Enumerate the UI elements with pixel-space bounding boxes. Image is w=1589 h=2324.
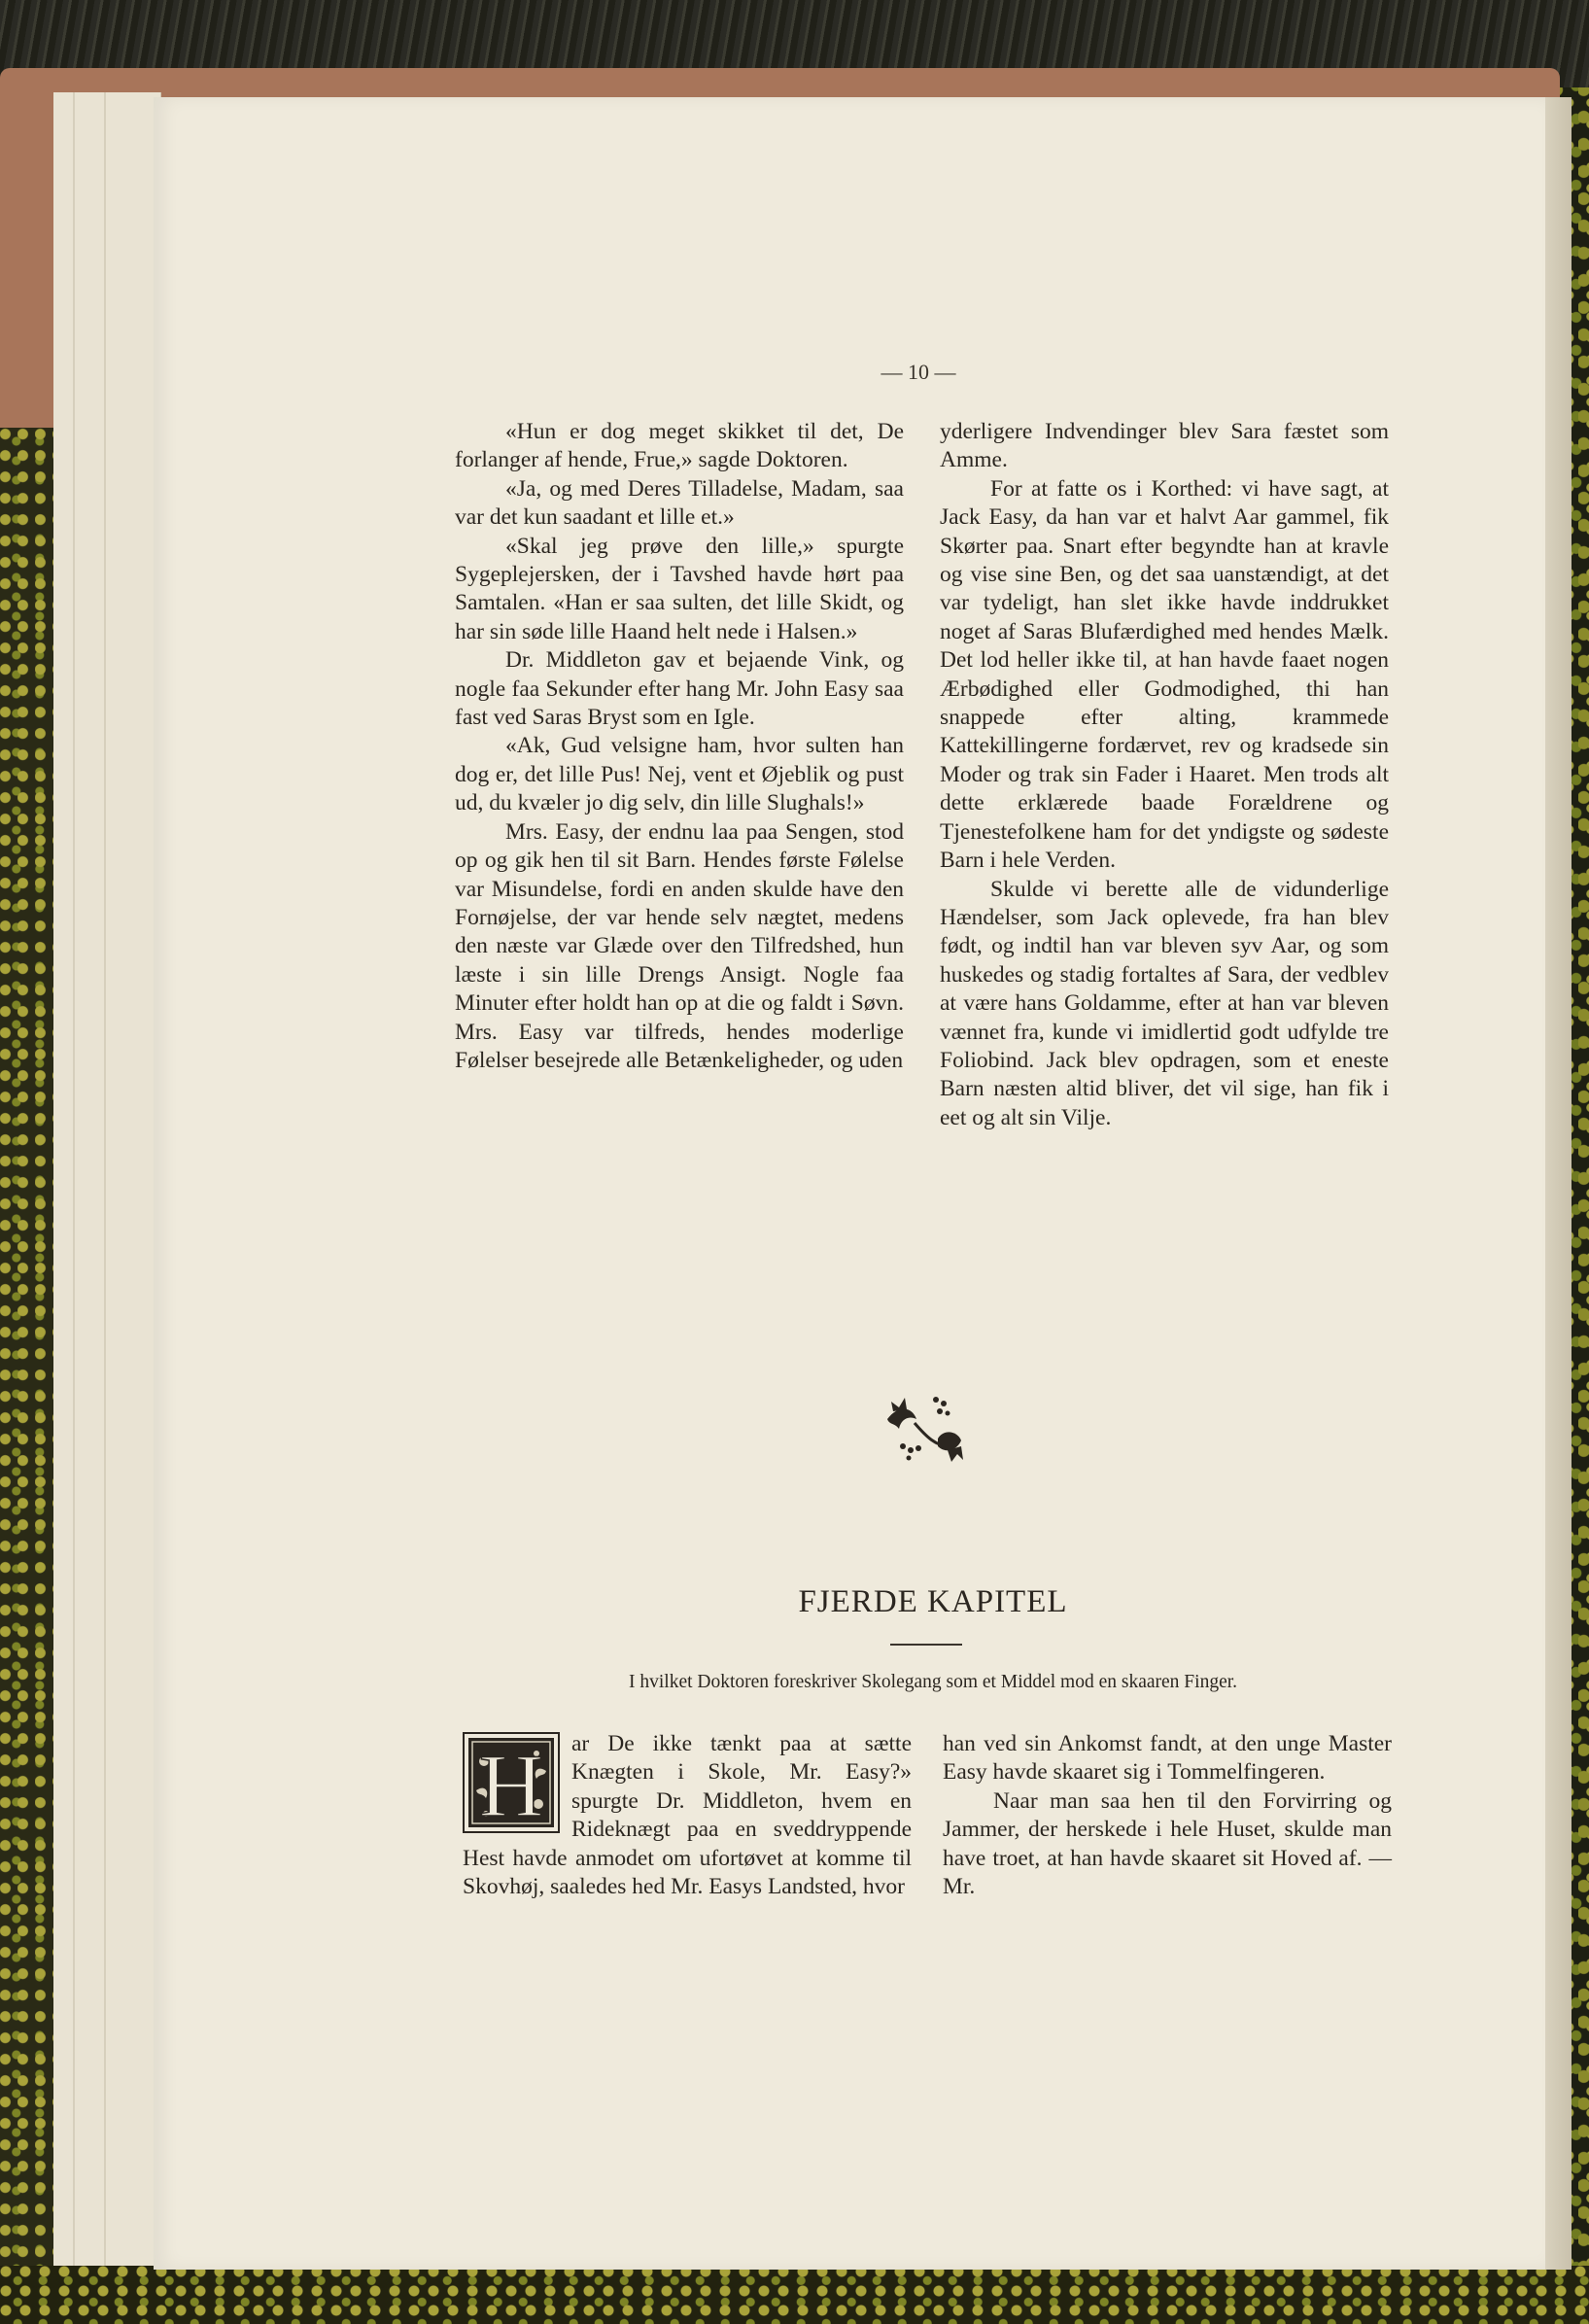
left-column — [455, 418, 904, 1075]
paragraph: For at fatte os i Korthed: vi have sagt, at Jack Easy, da han var et halvt Aar gammel, fik Skørter paa. Snart efter begyndte han at kravle og vise sine Ben, og det saa uanstændigt, at det var tydeligt, han slet ikke havde inddrukket noget af Saras Blufærdighed med hendes Mælk. Det lod heller ikke til, at han havde faaet nogen Ærbødighed eller Godmodighed, thi han snappede efter alting, krammede Kattekillingerne fordærvet, rev og kradsede sin Moder og trak sin Fader i Haaret. Men trods alt dette erklærede baade Forældrene og Tjenestefolkene ham for det yndigste og sødeste Barn i hele Verden. — [940, 475, 1389, 874]
endpaper — [53, 92, 161, 2266]
drop-cap-letter: H — [478, 1736, 544, 1833]
paragraph-continuation: yderligere Indvendinger blev Sara fæstet som Amme. — [940, 419, 1389, 473]
marbled-cover-left — [0, 428, 58, 2285]
paragraph: «Skal jeg prøve den lille,» spurgte Sygeplejersken, der i Tavshed havde hørt paa Samtalen. «Han er saa sulten, det lille Skidt, og har sin søde lille Haand helt nede i Halsen.» — [455, 533, 904, 644]
paragraph: «Hun er dog meget skikket til det, De forlanger af hende, Frue,» sagde Doktoren. — [455, 419, 904, 473]
paragraph: «Ak, Gud velsigne ham, hvor sulten han dog er, det lille Pus! Nej, vent et Øjeblik og pust ud, du kvæler jo dig selv, din lille Slughals!» — [455, 733, 904, 816]
paragraph: Naar man saa hen til den Forvirring og Jammer, der herskede i hele Huset, skulde man have troet, at han havde skaaret sit Hoved af. — Mr. — [943, 1787, 1392, 1900]
right-column — [940, 418, 1389, 1132]
chapter-title: FJERDE KAPITEL — [798, 1584, 1068, 1619]
ornate-initial-H-icon — [463, 1732, 560, 1833]
paragraph: Dr. Middleton gav et bejaende Vink, og nogle faa Sekunder efter hang Mr. John Easy saa fast ved Saras Bryst som en Igle. — [455, 647, 904, 731]
paragraph: ar De ikke tænkt paa at sætte Knægten i Skole, Mr. Easy?» spurgte Dr. Middleton, hvem en Rideknægt paa en sveddryppende Hest havde anmodet om ufortøvet at komme til Skovhøj, saaledes hed Mr. Easys Landsted, hvor — [463, 1731, 912, 1900]
chapter-rule — [890, 1644, 962, 1646]
vine-leaf-ornament-icon — [880, 1390, 972, 1473]
paragraph: Skulde vi berette alle de vidunderlige Hændelser, som Jack oplevede, fra han blev født, og indtil han var bleven syv Aar, og som huskedes og stadig fortaltes af Sara, der vedblev at være hans Goldamme, efter at han var bleven vænnet fra, kunde vi imidlertid godt udfylde tre Foliobind. Jack blev opdragen, som et eneste Barn næsten altid bliver, det vil sige, han fik i eet og alt sin Vilje. — [940, 876, 1389, 1130]
paragraph-continuation: han ved sin Ankomst fandt, at den unge Master Easy havde skaaret sig i Tommelfingeren. — [943, 1731, 1392, 1786]
chapter-right-column — [943, 1730, 1392, 1901]
marbled-cover-bottom — [0, 2266, 1589, 2324]
paragraph: «Ja, og med Deres Tilladelse, Madam, saa var det kun saadant et lille et.» — [455, 475, 904, 531]
page-number: — 10 — — [881, 360, 956, 384]
chapter-left-column — [463, 1730, 912, 1901]
paragraph: Mrs. Easy, der endnu laa paa Sengen, stod op og gik hen til sit Barn. Hendes første Følelse var Misundelse, fordi en anden skulde have den Fornøjelse, der var hende selv nægtet, medens den næste var Glæde over den Tilfredshed, hun læste i sin lille Drengs Ansigt. Nogle faa Minuter efter holdt han op at die og faldt i Søvn. Mrs. Easy var tilfreds, hendes moderlige Følelser besejrede alle Betænkeligheder, og uden — [455, 818, 904, 1073]
page-edge — [1544, 97, 1572, 2270]
chapter-subtitle: I hvilket Doktoren foreskriver Skolegang som et Middel mod en skaaren Finger. — [628, 1672, 1238, 1692]
